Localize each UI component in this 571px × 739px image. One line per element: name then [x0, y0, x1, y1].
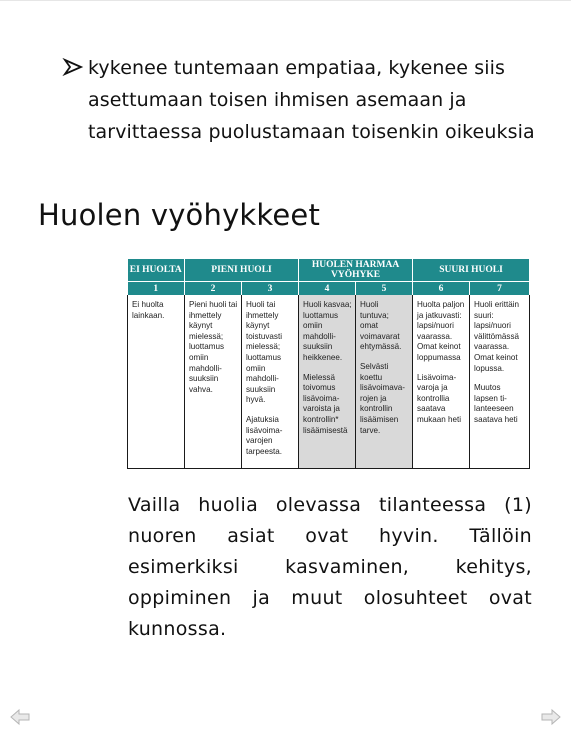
zone-cell [413, 295, 470, 469]
zone-cell [242, 295, 299, 469]
worry-zones-table [127, 259, 529, 467]
group-header-gray-zone: HUOLEN HARMAA VYÖHYKE [299, 259, 413, 282]
arrow-right-icon [540, 707, 562, 727]
zone-number: 4 [299, 282, 356, 296]
cell-paragraph: Muutos lapsen ti-lanteeseen saatava heti [474, 383, 518, 424]
zone-cell [185, 295, 242, 469]
cell-paragraph: Ajatuksia lisävoima-varojen tarpeesta. [246, 414, 283, 456]
cell-paragraph: Lisävoima-varoja ja kontrollia saatava mukaan heti [417, 372, 462, 424]
arrow-left-icon [9, 707, 31, 727]
cell-paragraph: Ei huolta lainkaan. [132, 300, 165, 320]
previous-page-button[interactable] [9, 707, 31, 727]
group-header-small-worry: PIENI HUOLI [185, 259, 299, 282]
cell-paragraph: Huoli erittäin suuri: lapsi/nuori välittömässä vaarassa. Omat keinot lopussa. [474, 300, 520, 373]
zone-cell [128, 295, 185, 469]
next-page-button[interactable] [540, 707, 562, 727]
zone-number: 1 [128, 282, 185, 296]
cell-paragraph: Huoli kasvaa; luottamus omiin mahdolli-suuksiin heikkenee. [303, 300, 352, 362]
bullet-text: kykenee tuntemaan empatiaa, kykenee siis asettumaan toisen ihmisen asemaan ja tarvittaessa puolustamaan toisenkin oikeuksia [88, 57, 535, 143]
cell-paragraph: Huoli tai ihmettely käynyt toistuvasti mielessä; luottamus omiin mahdolli-suuksiin hyvä. [246, 300, 282, 405]
section-title: Huolen vyöhykkeet [38, 198, 321, 232]
zone-number: 2 [185, 282, 242, 296]
top-divider [0, 0, 571, 1]
group-header-big-worry: SUURI HUOLI [413, 259, 530, 282]
zone-cell-gray [299, 295, 356, 469]
zone-number: 5 [356, 282, 413, 296]
arrow-bullet-icon [62, 56, 84, 78]
cell-paragraph: Pieni huoli tai ihmettely käynyt mielessä; luottamus omiin mahdolli-suuksiin vahva. [189, 300, 238, 394]
cell-paragraph: Huolta paljon ja jatkuvasti: lapsi/nuori vaarassa. Omat keinot loppumassa [417, 300, 465, 362]
zone-number: 6 [413, 282, 470, 296]
cell-paragraph: Selvästi koettu lisävoimava-rojen ja kontrollin lisäämisen tarve. [360, 361, 405, 435]
group-header-no-worry: EI HUOLTA [128, 259, 185, 282]
body-paragraph: Vailla huolia olevassa tilanteessa (1) nuoren asiat ovat hyvin. Tällöin esimerkiksi kasvaminen, kehitys, oppiminen ja muut olosuhteet ovat kunnossa. [128, 494, 532, 640]
zone-number: 7 [470, 282, 530, 296]
zone-number: 3 [242, 282, 299, 296]
cell-paragraph: Mielessä toivomus lisävoima-varoista ja kontrollin* lisäämisestä [303, 372, 348, 435]
cell-paragraph: Huoli tuntuva; omat voimavarat ehtymässä. [360, 300, 402, 352]
zone-cell-gray [356, 295, 413, 469]
zone-cell [470, 295, 530, 469]
